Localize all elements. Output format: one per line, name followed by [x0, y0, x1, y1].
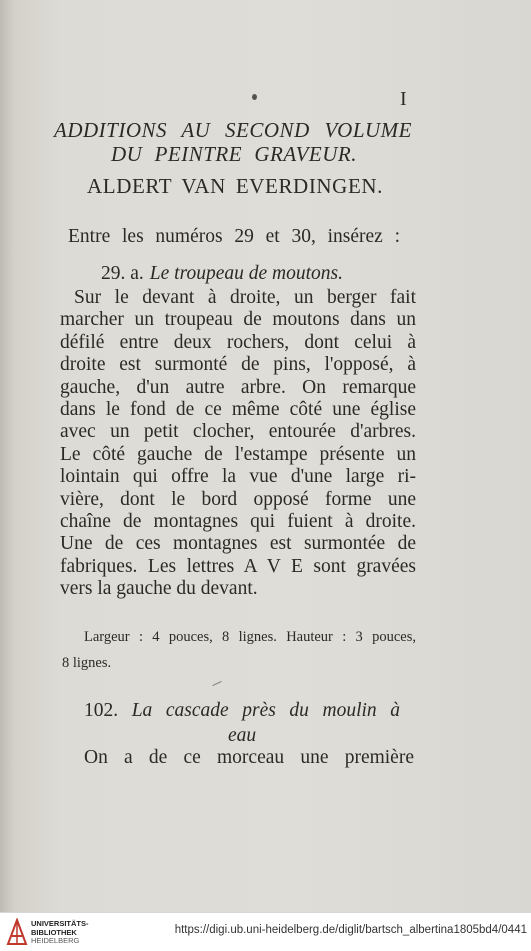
entry-2-number: 102.	[84, 700, 119, 721]
entry-1-title: Le troupeau de moutons.	[149, 263, 343, 284]
logo-line-3: HEIDELBERG	[31, 936, 80, 945]
artist-heading: ALDERT VAN EVERDINGEN.	[87, 174, 383, 198]
entry-2-body: On a de ce morceau une première	[84, 747, 414, 768]
entry-1-line: dans le fond de ce même côté une église	[60, 399, 416, 420]
entry-1-line: droite est surmonté de pins, l'opposé, à	[60, 354, 416, 376]
entry-1-line: marcher un troupeau de moutons dans un	[60, 309, 416, 331]
entry-1-line: chaîne de montagnes qui fuient à droite.	[60, 511, 416, 532]
entry-1-line: avec un petit clocher, entourée d'arbres.	[60, 421, 416, 443]
entry-1-line: Sur le devant à droite, un berger fait	[74, 287, 416, 308]
entry-1-line: défilé entre deux rochers, dont celui à	[60, 331, 416, 353]
entry-2-heading	[84, 700, 400, 722]
entry-1-number: 29. a.	[101, 263, 144, 284]
entry-1-line: lointain qui offre la vue d'une large ri-	[60, 466, 416, 488]
viewer-footer	[0, 912, 531, 951]
entry-1-line: vière, dont le bord opposé forme une	[60, 488, 416, 510]
intro-line: Entre les numéros 29 et 30, insérez :	[68, 226, 400, 247]
source-url-link[interactable]: https://digi.ub.uni-heidelberg.de/diglit/bartsch_albertina1805bd4/0441	[174, 924, 527, 936]
page-number: I	[400, 88, 407, 110]
ink-dot	[252, 94, 257, 100]
entry-1-line: gauche, d'un autre arbre. On remarque	[60, 376, 416, 398]
entry-1-dimensions: Largeur : 4 pouces, 8 lignes. Hauteur : 3 pouces,	[84, 629, 416, 645]
entry-1-line: vers la gauche du devant.	[60, 578, 258, 600]
entry-1-line: Le côté gauche de l'estampe présente un	[60, 443, 416, 465]
logo-line-1: UNIVERSITÄTS-	[31, 919, 89, 928]
library-logo-text	[31, 920, 89, 946]
logo-line-2: BIBLIOTHEK	[31, 927, 77, 937]
library-logo-icon	[6, 918, 28, 946]
entry-1-dimensions-cont: 8 lignes.	[62, 655, 112, 671]
heading-line-2: DU PEINTRE GRAVEUR.	[111, 142, 357, 166]
heading-line-1: ADDITIONS AU SECOND VOLUME	[54, 118, 412, 142]
entry-1-line: fabriques. Les lettres A V E sont gravées	[60, 555, 416, 577]
entry-2-title-cont: eau	[228, 725, 257, 746]
pencil-mark	[212, 681, 221, 686]
entry-1-line: Une de ces montagnes est surmontée de	[60, 533, 416, 555]
entry-2-title: La cascade près du moulin à	[131, 700, 400, 721]
entry-1-heading	[101, 263, 343, 285]
